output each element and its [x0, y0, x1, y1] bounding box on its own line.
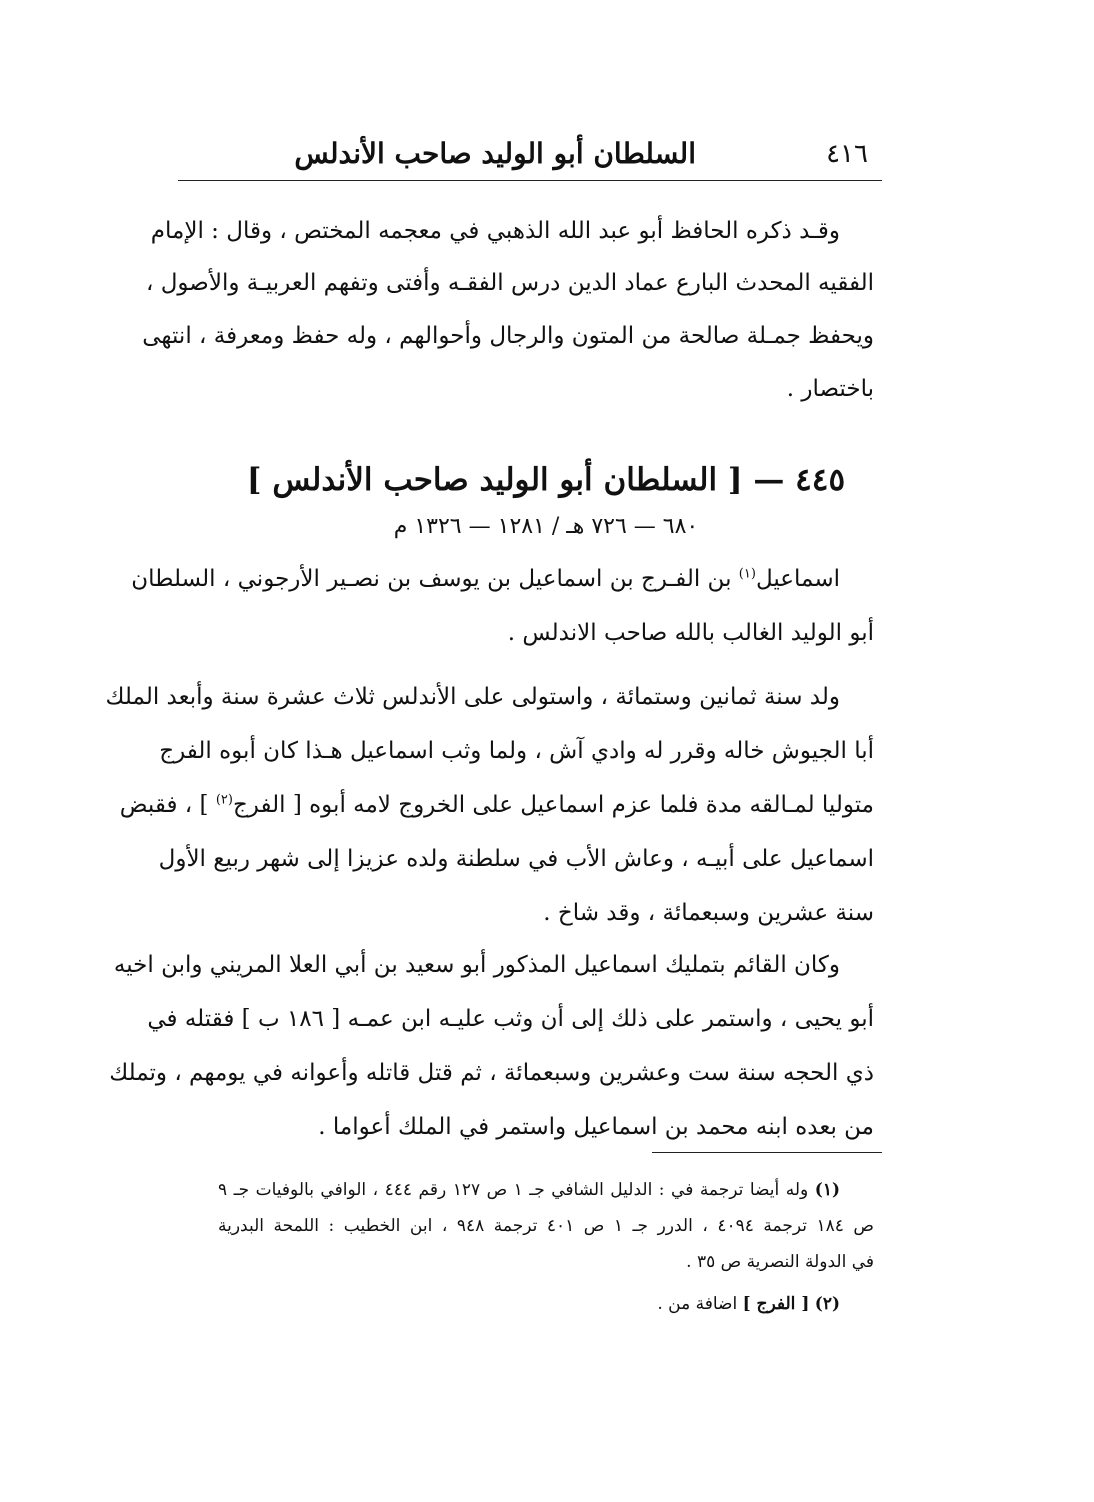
footnote-text: وله أيضا ترجمة في : الدليل الشافي جـ ١ ص ١٢٧ رقم ٤٤٤ ، الوافي بالوفيات جـ ٩	[218, 1180, 809, 1200]
entry-dates: ٦٨٠ — ٧٢٦ هـ / ١٢٨١ — ١٣٢٦ م	[393, 514, 699, 539]
text-line: ويحفظ جمـلة صالحة من المتون والرجال وأحوالهم ، وله حفظ ومعرفة ، انتهى	[142, 323, 874, 349]
text-line: وكان القائم بتمليك اسماعيل المذكور أبو سعيد بن أبي العلا المريني وابن اخيه	[113, 952, 840, 978]
entry-dash: —	[753, 462, 785, 498]
text-line: من بعده ابنه محمد بن اسماعيل واستمر في الملك أعواما .	[318, 1114, 874, 1140]
running-head	[178, 133, 882, 177]
footnote-2	[218, 1294, 874, 1314]
text-line	[131, 566, 874, 592]
text-line: الفقيه المحدث البارع عماد الدين درس الفقـه وأفتى وتفهم العربيـة والأصول ،	[145, 270, 874, 296]
text-line: اسماعيل على أبيـه ، وعاش الأب في سلطنة ولده عزيزا إلى شهر ربيع الأول	[158, 846, 874, 872]
text-segment: متوليا لمـالقه مدة فلما عزم اسماعيل على الخروج لامه أبوه [ الفرج	[232, 792, 874, 818]
text-segment: ] ، فقبض	[119, 792, 209, 818]
header-rule	[178, 180, 882, 181]
entry-number: ٤٤٥	[795, 462, 846, 498]
text-line: ذي الحجه سنة ست وعشرين وسبعمائة ، ثم قتل قاتله وأعوانه في يومهم ، وتملك	[109, 1060, 874, 1086]
footnote-line: ص ١٨٤ ترجمة ٤٠٩٤ ، الدرر جـ ١ ص ٤٠١ ترجمة ٩٤٨ ، ابن الخطيب : اللمحة البدرية	[218, 1216, 874, 1236]
text-line	[119, 792, 874, 818]
text-segment: بن الفـرج بن اسماعيل بن يوسف بن نصـير الأرجوني ، السلطان	[131, 566, 732, 592]
footnote-text: اضافة من .	[657, 1294, 738, 1314]
footnote-ref-1[interactable]: (١)	[738, 566, 756, 582]
footnote-line: في الدولة النصرية ص ٣٥ .	[686, 1252, 874, 1272]
footnote-1	[218, 1180, 874, 1200]
text-line: سنة عشرين وسبعمائة ، وقد شاخ .	[543, 900, 874, 926]
footnote-number: (٢)	[814, 1294, 840, 1314]
text-line: وقـد ذكره الحافظ أبو عبد الله الذهبي في معجمه المختص ، وقال : الإمام	[150, 218, 840, 244]
text-line: ولد سنة ثمانين وستمائة ، واستولى على الأندلس ثلاث عشرة سنة وأبعد الملك	[105, 684, 840, 710]
entry-title: [ السلطان أبو الوليد صاحب الأندلس ]	[246, 462, 743, 498]
footnote-label: [ الفرج ]	[742, 1294, 810, 1314]
footnote-rule	[652, 1152, 882, 1153]
text-line: أبو يحيى ، واستمر على ذلك إلى أن وثب عليـه ابن عمـه [ ١٨٦ ب ] فقتله في	[147, 1006, 874, 1032]
text-line: باختصار .	[786, 376, 874, 402]
page-number: ٤١٦	[826, 139, 868, 169]
entry-heading	[218, 462, 874, 498]
text-line: أبا الجيوش خاله وقرر له وادي آش ، ولما وثب اسماعيل هـذا كان أبوه الفرج	[159, 738, 874, 764]
footnote-number: (١)	[814, 1180, 840, 1200]
footnote-ref-2[interactable]: (٢)	[215, 792, 233, 808]
text-segment: اسماعيل	[755, 566, 840, 592]
running-title: السلطان أبو الوليد صاحب الأندلس	[294, 137, 696, 170]
text-line: أبو الوليد الغالب بالله صاحب الاندلس .	[507, 620, 874, 646]
